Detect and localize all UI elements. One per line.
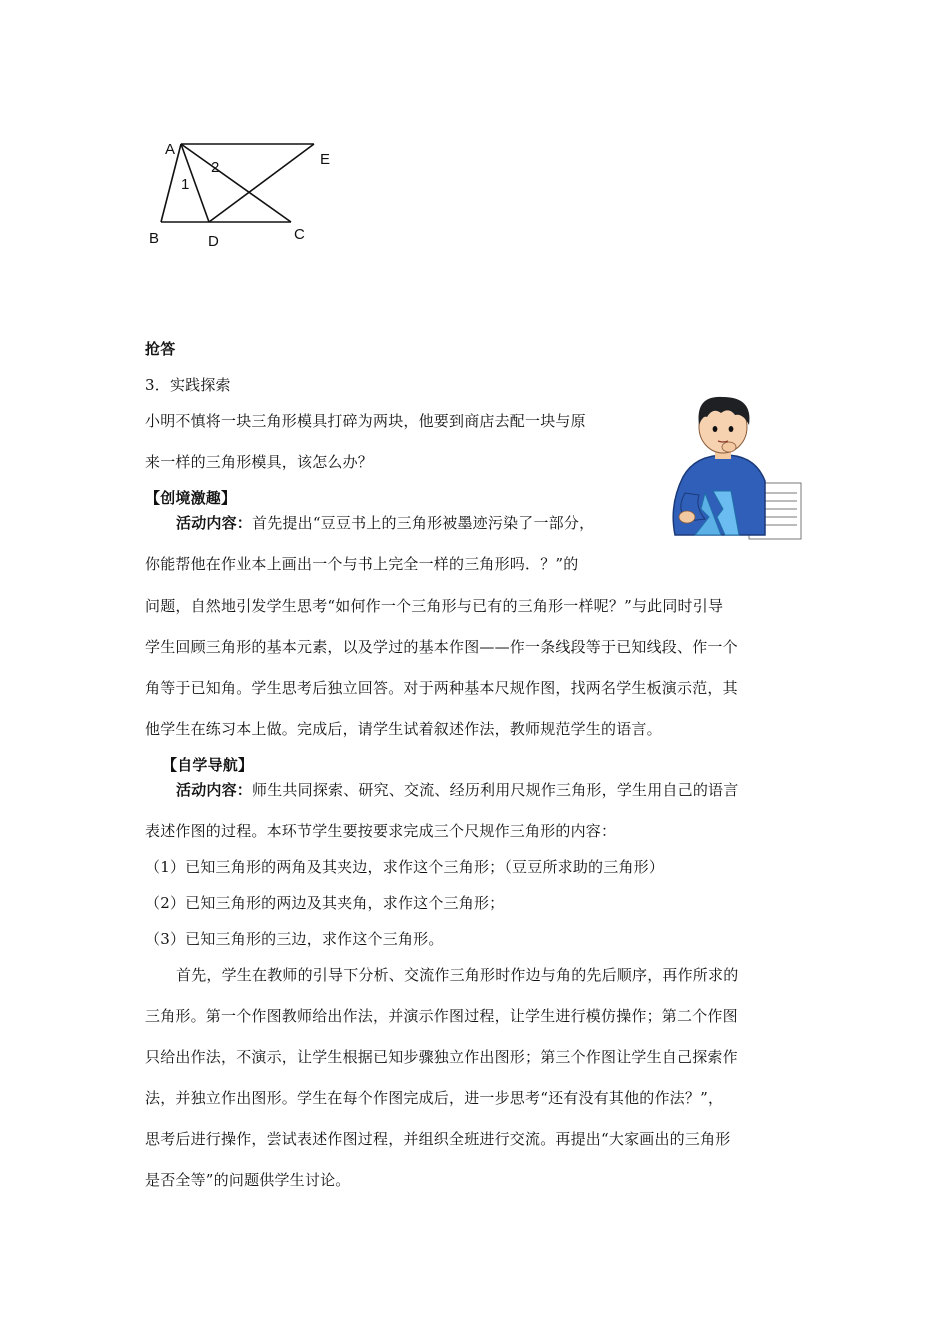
point-label-a: A bbox=[165, 141, 176, 158]
segment-AC bbox=[181, 144, 291, 222]
zixue-line: 思考后进行操作，尝试表述作图过程，并组织全班进行交流。再提出“大家画出的三角形 bbox=[145, 1130, 731, 1148]
section3-heading: 3．实践探索 bbox=[145, 376, 231, 394]
chuangjing-line: 你能帮他在作业本上画出一个与书上完全一样的三角形吗．？”的 bbox=[145, 555, 579, 573]
section3-line2: 来一样的三角形模具，该怎么办？ bbox=[145, 453, 374, 471]
quick-answer-heading: 抢答 bbox=[145, 340, 176, 358]
zixue-line: 是否全等”的问题供学生讨论。 bbox=[145, 1171, 351, 1189]
chuangjing-line: 问题，自然地引发学生思考“如何作一个三角形与已有的三角形一样呢？”与此同时引导 bbox=[145, 597, 724, 615]
zixue-line: 只给出作法，不演示，让学生根据已知步骤独立作出图形；第三个作图让学生自己探索作 bbox=[145, 1048, 738, 1066]
segment-DE bbox=[209, 144, 314, 222]
point-label-e: E bbox=[320, 151, 331, 168]
student-broken-triangle-illustration bbox=[665, 385, 805, 557]
zixue-line: 法，并独立作出图形。学生在每个作图完成后，进一步思考“还有没有其他的作法？”， bbox=[145, 1089, 724, 1107]
chuangjing-line: 学生回顾三角形的基本元素，以及学过的基本作图——作一条线段等于已知线段、作一个 bbox=[145, 638, 738, 656]
zixue-line: 三角形。第一个作图教师给出作法，并演示作图过程，让学生进行模仿操作；第二个作图 bbox=[145, 1007, 738, 1025]
point-label-d: D bbox=[208, 233, 219, 250]
section3-line1: 小明不慎将一块三角形模具打碎为两块，他要到商店去配一块与原 bbox=[145, 412, 586, 430]
zixue-line: 首先，学生在教师的引导下分析、交流作三角形时作边与角的先后顺序，再作所求的 bbox=[176, 966, 739, 984]
chuangjing-line: 首先提出“豆豆书上的三角形被墨迹污染了一部分， bbox=[252, 514, 595, 532]
zixue-title: 【自学导航】 bbox=[162, 756, 254, 774]
zixue-item-3: （3）已知三角形的三边，求作这个三角形。 bbox=[145, 930, 444, 948]
zixue-activity-label: 活动内容： bbox=[176, 781, 253, 799]
zixue-line: 师生共同探索、研究、交流、经历利用尺规作三角形，学生用自己的语言 bbox=[252, 781, 739, 799]
chuangjing-title: 【创境激趣】 bbox=[145, 489, 237, 507]
point-label-b: B bbox=[149, 230, 160, 247]
zixue-item-2: （2）已知三角形的两边及其夹角，求作这个三角形； bbox=[145, 894, 505, 912]
chuangjing-line: 角等于已知角。学生思考后独立回答。对于两种基本尺规作图，找两名学生板演示范，其 bbox=[145, 679, 738, 697]
chuangjing-activity-label: 活动内容： bbox=[176, 514, 253, 532]
point-label-c: C bbox=[294, 226, 305, 243]
angle-label-1: 1 bbox=[181, 176, 190, 193]
geometry-figure bbox=[0, 0, 950, 300]
angle-label-2: 2 bbox=[211, 159, 220, 176]
chuangjing-line: 他学生在练习本上做。完成后，请学生试着叙述作法，教师规范学生的语言。 bbox=[145, 720, 662, 738]
zixue-item-1: （1）已知三角形的两角及其夹边，求作这个三角形；（豆豆所求助的三角形） bbox=[145, 858, 665, 876]
zixue-line: 表述作图的过程。本环节学生要按要求完成三个尺规作三角形的内容： bbox=[145, 822, 617, 840]
